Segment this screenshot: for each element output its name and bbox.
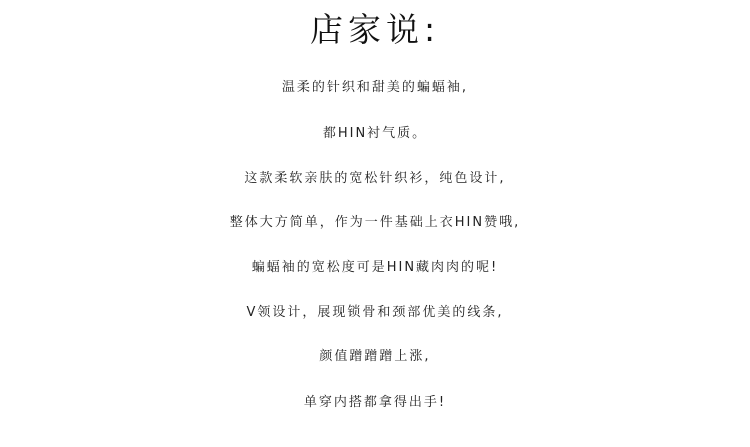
description-line: V领设计，展现锁骨和颈部优美的线条, (246, 305, 504, 320)
description-line: 蝙蝠袖的宽松度可是HIN藏肉肉的呢! (251, 260, 499, 275)
description-line: 颜值蹭蹭蹭上涨, (319, 349, 431, 364)
description-line: 都HIN衬气质。 (322, 126, 428, 141)
description-line: 整体大方简单，作为一件基础上衣HIN赞哦, (229, 215, 521, 230)
page-title: 店家说: (309, 10, 441, 49)
description-line: 这款柔软亲肤的宽松针织衫，纯色设计, (244, 171, 506, 186)
description-line: 温柔的针织和甜美的蝙蝠袖, (281, 80, 469, 95)
description-line: 单穿内搭都拿得出手! (303, 395, 447, 410)
